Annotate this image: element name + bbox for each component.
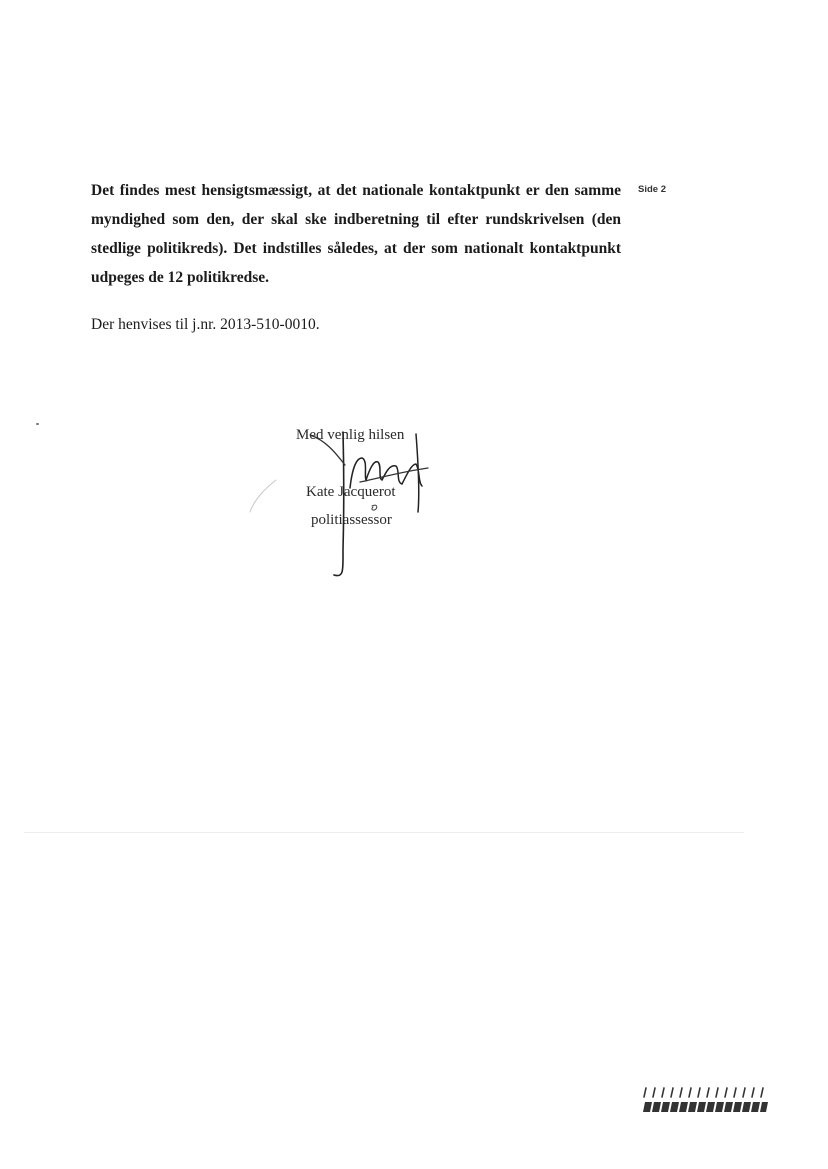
handwritten-signature (240, 420, 440, 590)
closing-greeting: Med venlig hilsen (296, 427, 405, 443)
reference-line: Der henvises til j.nr. 2013-510-0010. (91, 316, 320, 333)
page-number-label: Side 2 (638, 184, 666, 195)
document-barcode (641, 1086, 769, 1114)
fold-line (24, 832, 744, 833)
signature-block (240, 420, 440, 590)
signatory-title: politiassessor (311, 512, 392, 528)
signatory-name: Kate Jacquerot (306, 484, 396, 500)
scan-speck (36, 423, 39, 425)
body-paragraph: Det findes mest hensigtsmæssigt, at det nationale kontaktpunkt er den samme myndighed som den, der skal ske indberetning til efter rundskrivelsen (den stedlige politikreds). Det indstilles således, at der som nationalt kontaktpunkt udpeges de 12 politikredse. (91, 182, 621, 286)
